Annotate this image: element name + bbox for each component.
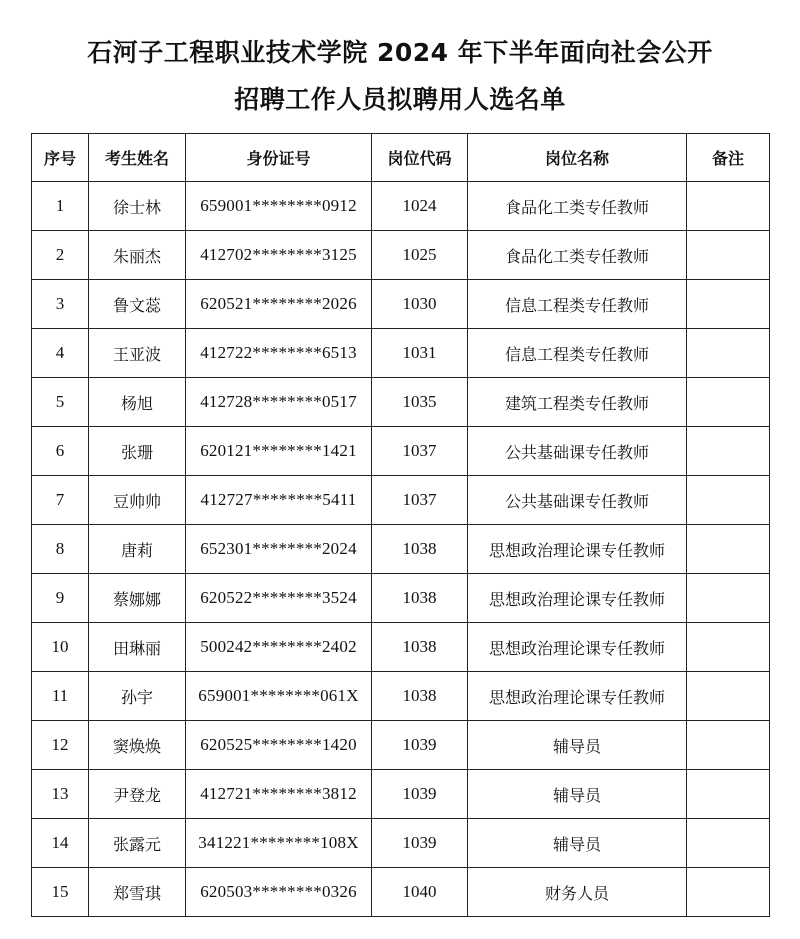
cell-candidate-name: 田琳丽 <box>89 623 186 672</box>
cell-remarks <box>687 721 770 770</box>
cell-remarks <box>687 623 770 672</box>
cell-id-number: 620521********2026 <box>186 280 372 329</box>
cell-candidate-name: 蔡娜娜 <box>89 574 186 623</box>
cell-id-number: 500242********2402 <box>186 623 372 672</box>
cell-serial-number: 15 <box>32 868 89 917</box>
cell-position-code: 1039 <box>372 819 468 868</box>
cell-candidate-name: 郑雪琪 <box>89 868 186 917</box>
cell-position-name: 财务人员 <box>468 868 687 917</box>
cell-position-code: 1037 <box>372 476 468 525</box>
cell-position-name: 信息工程类专任教师 <box>468 329 687 378</box>
cell-position-code: 1038 <box>372 574 468 623</box>
table-row <box>32 231 770 280</box>
cell-id-number: 620503********0326 <box>186 868 372 917</box>
cell-position-name: 公共基础课专任教师 <box>468 476 687 525</box>
table-row <box>32 182 770 231</box>
cell-serial-number: 3 <box>32 280 89 329</box>
table-row <box>32 427 770 476</box>
table-row <box>32 672 770 721</box>
cell-position-name: 建筑工程类专任教师 <box>468 378 687 427</box>
cell-candidate-name: 窦焕焕 <box>89 721 186 770</box>
candidate-table <box>31 133 770 917</box>
cell-position-code: 1039 <box>372 721 468 770</box>
cell-candidate-name: 朱丽杰 <box>89 231 186 280</box>
cell-serial-number: 5 <box>32 378 89 427</box>
table-row <box>32 329 770 378</box>
table-row <box>32 770 770 819</box>
cell-id-number: 659001********0912 <box>186 182 372 231</box>
cell-candidate-name: 张珊 <box>89 427 186 476</box>
cell-position-code: 1031 <box>372 329 468 378</box>
cell-id-number: 412721********3812 <box>186 770 372 819</box>
cell-id-number: 620121********1421 <box>186 427 372 476</box>
table-row <box>32 574 770 623</box>
table-row <box>32 476 770 525</box>
cell-id-number: 412702********3125 <box>186 231 372 280</box>
cell-position-name: 信息工程类专任教师 <box>468 280 687 329</box>
cell-candidate-name: 豆帅帅 <box>89 476 186 525</box>
cell-candidate-name: 张露元 <box>89 819 186 868</box>
cell-remarks <box>687 378 770 427</box>
cell-position-name: 食品化工类专任教师 <box>468 231 687 280</box>
header-remarks: 备注 <box>687 134 770 182</box>
cell-serial-number: 13 <box>32 770 89 819</box>
cell-id-number: 659001********061X <box>186 672 372 721</box>
table-row <box>32 280 770 329</box>
cell-candidate-name: 尹登龙 <box>89 770 186 819</box>
cell-id-number: 341221********108X <box>186 819 372 868</box>
table-row <box>32 378 770 427</box>
cell-remarks <box>687 574 770 623</box>
cell-position-name: 思想政治理论课专任教师 <box>468 672 687 721</box>
cell-candidate-name: 杨旭 <box>89 378 186 427</box>
cell-position-code: 1025 <box>372 231 468 280</box>
cell-position-code: 1030 <box>372 280 468 329</box>
cell-serial-number: 6 <box>32 427 89 476</box>
document-title-line-2: 招聘工作人员拟聘用人选名单 <box>234 85 566 114</box>
cell-remarks <box>687 476 770 525</box>
table-header-row <box>32 134 770 182</box>
cell-remarks <box>687 525 770 574</box>
cell-remarks <box>687 868 770 917</box>
cell-position-code: 1024 <box>372 182 468 231</box>
table-row <box>32 721 770 770</box>
cell-position-code: 1037 <box>372 427 468 476</box>
cell-remarks <box>687 231 770 280</box>
cell-remarks <box>687 770 770 819</box>
cell-position-code: 1039 <box>372 770 468 819</box>
cell-remarks <box>687 672 770 721</box>
cell-position-name: 思想政治理论课专任教师 <box>468 574 687 623</box>
cell-position-name: 公共基础课专任教师 <box>468 427 687 476</box>
header-serial-number: 序号 <box>32 134 89 182</box>
cell-position-name: 辅导员 <box>468 770 687 819</box>
cell-serial-number: 12 <box>32 721 89 770</box>
cell-position-name: 思想政治理论课专任教师 <box>468 623 687 672</box>
cell-serial-number: 11 <box>32 672 89 721</box>
header-candidate-name: 考生姓名 <box>89 134 186 182</box>
cell-serial-number: 10 <box>32 623 89 672</box>
cell-id-number: 412728********0517 <box>186 378 372 427</box>
cell-id-number: 620525********1420 <box>186 721 372 770</box>
cell-candidate-name: 鲁文蕊 <box>89 280 186 329</box>
cell-id-number: 412722********6513 <box>186 329 372 378</box>
table-row <box>32 819 770 868</box>
header-id-number: 身份证号 <box>186 134 372 182</box>
cell-position-code: 1038 <box>372 623 468 672</box>
cell-remarks <box>687 819 770 868</box>
table-row <box>32 868 770 917</box>
cell-id-number: 652301********2024 <box>186 525 372 574</box>
cell-remarks <box>687 427 770 476</box>
cell-serial-number: 7 <box>32 476 89 525</box>
cell-candidate-name: 孙宇 <box>89 672 186 721</box>
header-position-code: 岗位代码 <box>372 134 468 182</box>
cell-candidate-name: 王亚波 <box>89 329 186 378</box>
cell-serial-number: 2 <box>32 231 89 280</box>
cell-position-code: 1038 <box>372 525 468 574</box>
cell-position-name: 食品化工类专任教师 <box>468 182 687 231</box>
cell-candidate-name: 唐莉 <box>89 525 186 574</box>
cell-position-code: 1038 <box>372 672 468 721</box>
cell-serial-number: 14 <box>32 819 89 868</box>
cell-id-number: 412727********5411 <box>186 476 372 525</box>
cell-remarks <box>687 182 770 231</box>
cell-position-name: 辅导员 <box>468 819 687 868</box>
table-row <box>32 525 770 574</box>
cell-serial-number: 9 <box>32 574 89 623</box>
header-position-name: 岗位名称 <box>468 134 687 182</box>
cell-position-name: 辅导员 <box>468 721 687 770</box>
table-row <box>32 623 770 672</box>
cell-candidate-name: 徐士林 <box>89 182 186 231</box>
table-body <box>32 182 770 917</box>
cell-serial-number: 8 <box>32 525 89 574</box>
cell-position-name: 思想政治理论课专任教师 <box>468 525 687 574</box>
cell-serial-number: 4 <box>32 329 89 378</box>
cell-position-code: 1035 <box>372 378 468 427</box>
cell-serial-number: 1 <box>32 182 89 231</box>
cell-remarks <box>687 329 770 378</box>
cell-remarks <box>687 280 770 329</box>
cell-position-code: 1040 <box>372 868 468 917</box>
document-title-line-1: 石河子工程职业技术学院 2024 年下半年面向社会公开 <box>87 38 713 67</box>
cell-id-number: 620522********3524 <box>186 574 372 623</box>
